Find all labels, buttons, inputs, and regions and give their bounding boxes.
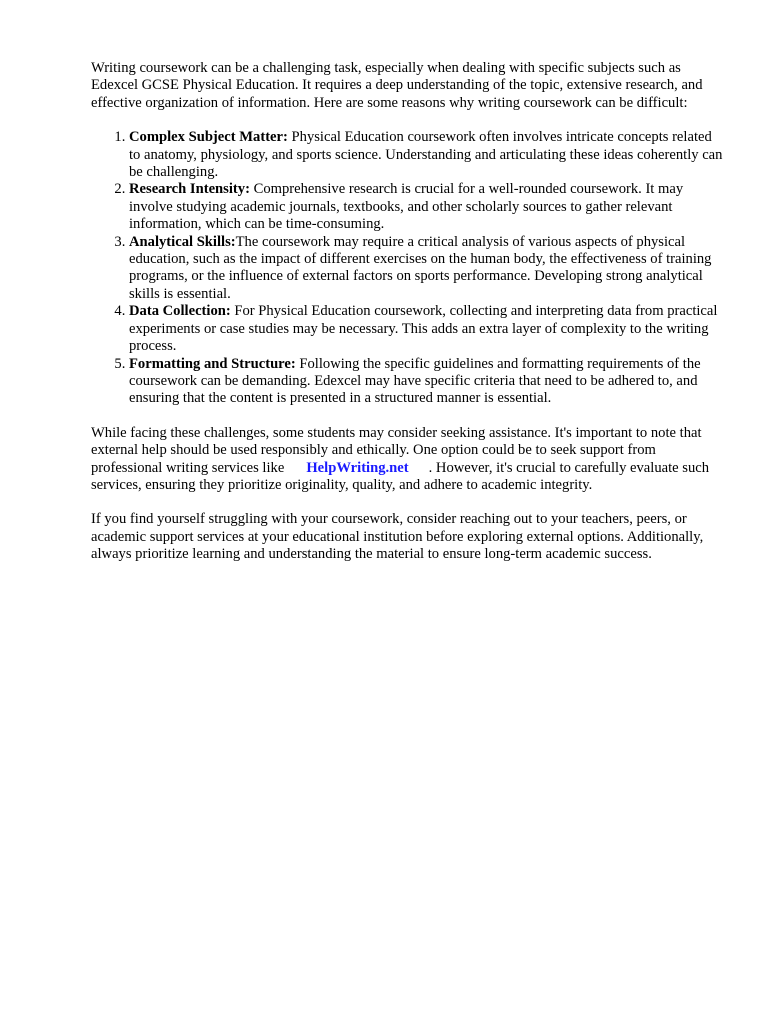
- list-item-text: Physical Education coursework often involves intricate concepts related to anatomy, physiology, and sports science. Understanding and articulating these ideas coherently can be challenging.: [129, 129, 723, 181]
- list-item-term: Data Collection:: [129, 303, 231, 320]
- list-item-text: Comprehensive research is crucial for a well-rounded coursework. It may involve studying academic journals, textbooks, and other scholarly sources to gather relevant information, which can be time-consuming.: [129, 181, 684, 233]
- list-item-term: Analytical Skills:: [129, 233, 236, 250]
- list-item-text: Following the specific guidelines and formatting requirements of the coursework can be demanding. Edexcel may have specific criteria that need to be adhered to, and ensuring that the content is presented in a structured manner is essential.: [129, 355, 701, 407]
- assistance-text-before: While facing these challenges, some students may consider seeking assistance. It's important to note that external help should be used responsibly and ethically. One option could be to seek support from professional writing services like: [91, 424, 702, 476]
- intro-paragraph: Writing coursework can be a challenging task, especially when dealing with specific subjects such as Edexcel GCSE Physical Education. It requires a deep understanding of the topic, extensive research, and effective organization of information. Here are some reasons why writing coursework can be difficult:: [91, 60, 703, 111]
- list-item: [129, 234, 723, 304]
- list-item-term: Research Intensity:: [129, 181, 250, 198]
- helpwriting-link[interactable]: HelpWriting.net: [306, 459, 409, 476]
- list-item-term: Formatting and Structure:: [129, 355, 296, 372]
- list-item: [129, 181, 723, 233]
- list-item-text: For Physical Education coursework, collecting and interpreting data from practical experiments or case studies may be necessary. This adds an extra layer of complexity to the writing process.: [129, 303, 718, 355]
- closing-paragraph: If you find yourself struggling with your coursework, consider reaching out to your teachers, peers, or academic support services at your educational institution before exploring external options. Additionally, always prioritize learning and understanding the material to ensure long-term academic success.: [91, 511, 704, 563]
- list-item-term: Complex Subject Matter:: [129, 129, 288, 146]
- list-item-text: The coursework may require a critical analysis of various aspects of physical education, such as the impact of different exercises on the human body, the effectiveness of training programs, or the influence of external factors on sports performance. Developing strong analytical skills is essential.: [129, 233, 712, 302]
- list-item: [129, 129, 723, 181]
- list-item: [129, 356, 723, 408]
- list-item: [129, 303, 723, 355]
- assistance-paragraph: [91, 425, 723, 495]
- reasons-list: [91, 129, 723, 408]
- document-page: [91, 60, 723, 581]
- assistance-text-after: . However, it's crucial to carefully evaluate such services, ensuring they prioritize originality, quality, and adhere to academic integrity.: [91, 459, 710, 493]
